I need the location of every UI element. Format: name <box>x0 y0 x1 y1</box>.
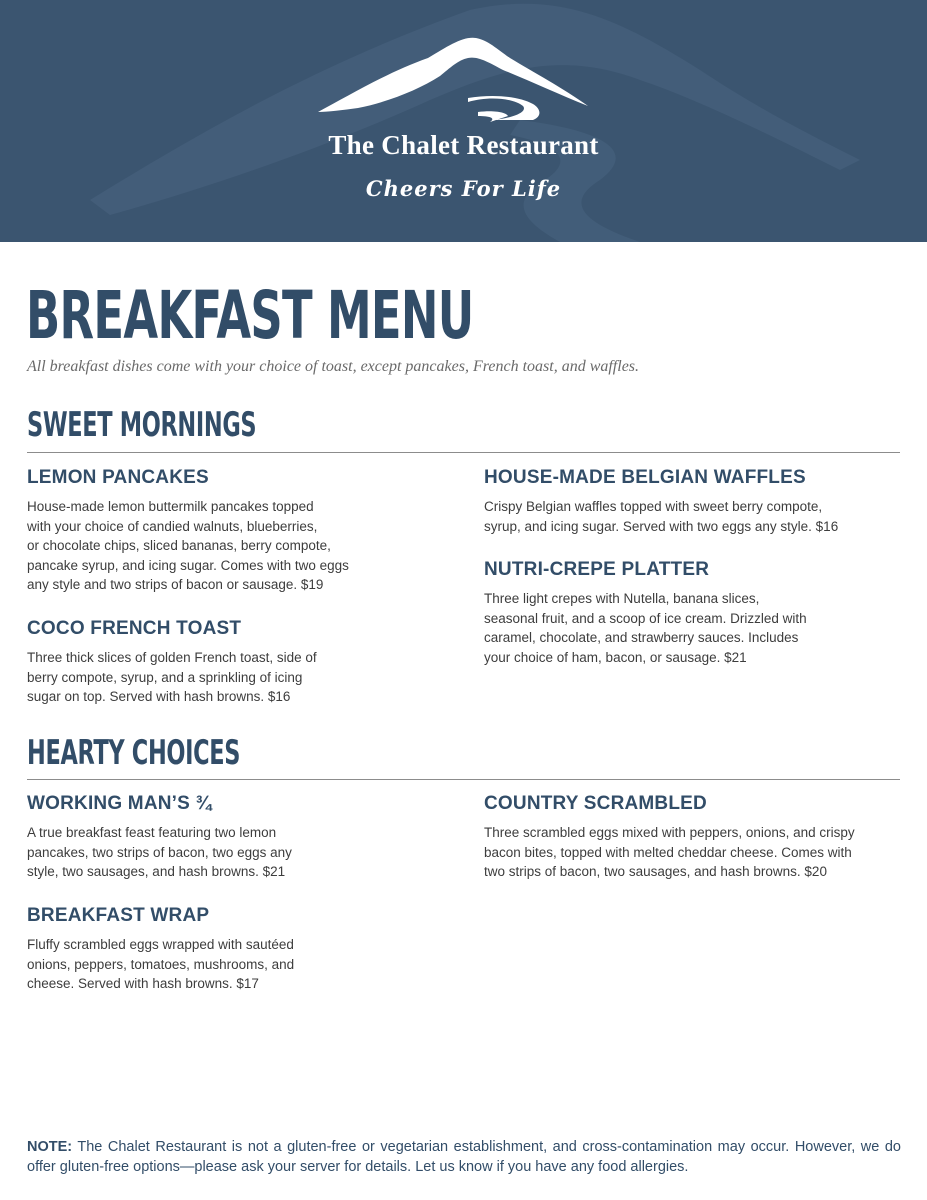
note-label: NOTE: <box>27 1139 73 1155</box>
desc-line: any style and two strips of bacon or sausage. $19 <box>27 577 324 593</box>
item-description <box>27 935 447 994</box>
section-divider <box>27 779 900 780</box>
page-title: BREAKFAST MENU <box>26 277 474 354</box>
desc-line: style, two sausages, and hash browns. $21 <box>27 864 286 880</box>
item-description <box>484 823 904 882</box>
desc-line: your choice of ham, bacon, or sausage. $21 <box>484 649 747 665</box>
desc-line: seasonal fruit, and a scoop of ice cream. Drizzled with <box>484 610 807 626</box>
item-description <box>27 648 447 707</box>
section-title-hearty-choices: HEARTY CHOICES <box>27 733 241 773</box>
menu-item-nutri-crepe-platter <box>484 558 904 667</box>
item-name: COUNTRY SCRAMBLED <box>484 793 707 814</box>
section-divider <box>27 452 900 453</box>
menu-item-country-scrambled <box>484 792 904 882</box>
item-description <box>484 589 904 667</box>
item-description <box>27 823 447 882</box>
allergy-note <box>27 1137 901 1177</box>
menu-item-breakfast-wrap <box>27 904 447 994</box>
item-name: HOUSE-MADE BELGIAN WAFFLES <box>484 467 806 488</box>
desc-line: Three thick slices of golden French toast, side of <box>27 650 317 665</box>
desc-line: A true breakfast feast featuring two lemon <box>27 825 277 840</box>
item-name: LEMON PANCAKES <box>27 467 209 488</box>
desc-line: pancakes, two strips of bacon, two eggs any <box>27 844 292 860</box>
desc-line: caramel, chocolate, and strawberry sauces. Includes <box>484 630 799 646</box>
desc-line: pancake syrup, and icing sugar. Comes with two eggs <box>27 557 349 573</box>
item-description <box>484 497 904 536</box>
desc-line: syrup, and icing sugar. Served with two eggs any style. $16 <box>484 518 839 534</box>
desc-line: House-made lemon buttermilk pancakes topped <box>27 499 314 514</box>
header-banner <box>0 0 927 242</box>
desc-line: cheese. Served with hash browns. $17 <box>27 976 259 992</box>
desc-line: with your choice of candied walnuts, blueberries, <box>27 518 318 534</box>
menu-subtitle: All breakfast dishes come with your choice of toast, except pancakes, French toast, and waffles. <box>27 358 640 375</box>
menu-item-lemon-pancakes <box>27 466 447 595</box>
mountain-logo-icon <box>318 36 590 122</box>
desc-line: Crispy Belgian waffles topped with sweet berry compote, <box>484 499 823 514</box>
desc-line: two strips of bacon, two sausages, and hash browns. $20 <box>484 864 827 880</box>
restaurant-name: The Chalet Restaurant <box>328 130 599 160</box>
tagline: Cheers For Life <box>365 176 562 201</box>
menu-item-belgian-waffles <box>484 466 904 536</box>
desc-line: Three light crepes with Nutella, banana slices, <box>484 591 760 606</box>
desc-line: berry compote, syrup, and a sprinkling of icing <box>27 669 303 685</box>
item-name: BREAKFAST WRAP <box>27 905 210 926</box>
note-text: The Chalet Restaurant is not a gluten-free or vegetarian establishment, and cross-contamination may occur. However, we do offer gluten-free options—please ask your server for details. Let us know if you have any food allergies. <box>27 1139 901 1175</box>
desc-line: onions, peppers, tomatoes, mushrooms, and <box>27 956 295 972</box>
item-name: WORKING MAN’S ¾ <box>27 793 212 814</box>
desc-line: sugar on top. Served with hash browns. $16 <box>27 689 291 705</box>
desc-line: Fluffy scrambled eggs wrapped with sautéed <box>27 937 294 952</box>
desc-line: bacon bites, topped with melted cheddar cheese. Comes with <box>484 844 852 860</box>
item-name: COCO FRENCH TOAST <box>27 618 242 639</box>
item-description <box>27 497 447 595</box>
desc-line: or chocolate chips, sliced bananas, berry compote, <box>27 538 331 554</box>
section-title-sweet-mornings: SWEET MORNINGS <box>27 405 257 445</box>
menu-item-coco-french-toast <box>27 617 447 707</box>
menu-item-working-mans <box>27 792 447 882</box>
desc-line: Three scrambled eggs mixed with peppers, onions, and crispy <box>484 825 855 840</box>
item-name: NUTRI-CREPE PLATTER <box>484 559 710 580</box>
